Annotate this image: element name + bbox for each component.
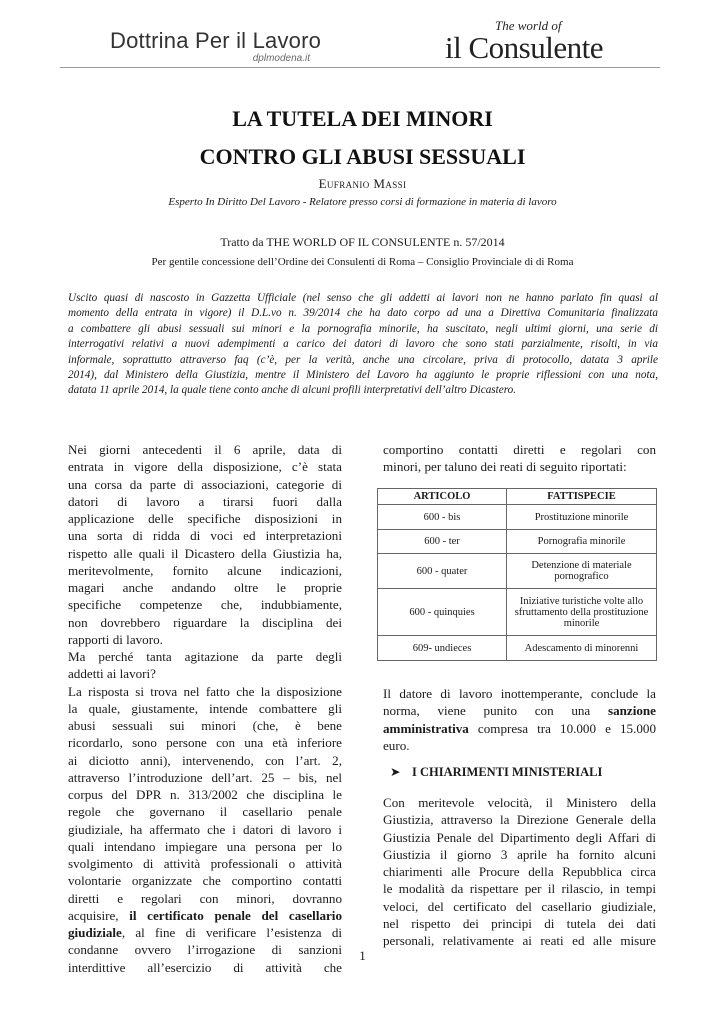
arrow-bullet-icon: ➤ <box>390 765 401 779</box>
fattispecie-cell: Iniziative turistiche volte allo sfruttamento della prostituzione minorile <box>507 589 657 636</box>
body-line: specifiche competenze che, indubbiamente, <box>68 597 342 613</box>
table-header-row <box>378 489 657 505</box>
body-line: rapporti di lavoro. <box>68 631 163 647</box>
abstract-line: 2014), dal Ministero della Giustizia, mentre il Ministero del Lavoro ha aggiunto le proprie riflessioni con una nota, <box>68 369 658 382</box>
body-line: condanne ovvero l’irrogazione di sanzioni <box>68 942 342 958</box>
body-line: minori, per taluno dei reati di seguito riportati: <box>383 459 627 475</box>
logo-right-small: The world of <box>495 18 562 33</box>
abstract-line: a combattere gli abusi sessuali sui minori e la pornografia minorile, ha suscitato, negli ultimi giorni, una serie di <box>68 322 658 335</box>
abstract-line: datata 11 aprile 2014, la quale tiene conto anche di alcuni profili interpretativi dell’altro Dicastero. <box>68 384 517 397</box>
page-header <box>60 18 665 70</box>
body-line: meritevolmente, fornito alcune indicazioni, <box>68 562 342 578</box>
fattispecie-cell: Detenzione di materiale pornografico <box>507 554 657 589</box>
body-line: applicazione delle specifiche disposizioni in <box>68 511 342 526</box>
body-line: datori di lavoro a tirarsi fuori dalla <box>68 493 342 509</box>
body-line: regole che governano il casellario penale <box>68 804 342 820</box>
logo-left-url: dplmodena.it <box>252 53 310 64</box>
body-line: ricordarlo, sono persone con una età inferiore <box>68 735 342 751</box>
title-line-1: LA TUTELA DEI MINORI <box>232 106 493 131</box>
body-line: volontarie organizzate che comportino contatti <box>68 873 342 889</box>
body-line: attraverso l’introduzione dell’art. 25 – bis, nel <box>68 769 342 785</box>
title-line-2: CONTRO GLI ABUSI SESSUALI <box>199 144 526 169</box>
table-row <box>378 589 657 636</box>
section-heading <box>390 764 660 780</box>
dottrina-per-il-lavoro-logo <box>110 28 322 68</box>
body-line: Il datore di lavoro inottemperante, conclude la <box>383 686 656 701</box>
body-line: veloci, del certificato del casellario giudiziale, <box>383 898 656 914</box>
body-line: corpus del DPR n. 313/2002 che disciplina le <box>68 787 342 802</box>
page-number: 1 <box>359 948 366 963</box>
table-row <box>378 505 657 530</box>
table-row <box>378 554 657 589</box>
body-line: la quale, giustamente, intende combattere gli <box>68 700 342 716</box>
body-line: le modalità da rispettare per il rilascio, in tempi <box>383 881 656 897</box>
body-line: La risposta si trova nel fatto che la disposizione <box>68 683 342 699</box>
body-line: diretti e regolari con minori, dovranno <box>68 890 342 906</box>
logo-right-big: il Consulente <box>445 30 603 65</box>
body-line: magari anche andando oltre le proprie <box>68 580 342 595</box>
body-line: Nei giorni antecedenti il 6 aprile, data di <box>68 442 342 457</box>
offences-table <box>377 488 657 661</box>
abstract-line: informale, soprattutto attraverso faq (c’è, per la verità, anche una circolare, priva di protocollo, datata 3 aprile <box>68 353 658 366</box>
body-text: norma, viene punito con una <box>383 703 608 719</box>
fattispecie-cell: Pornografia minorile <box>507 530 657 554</box>
body-line: Giustizia, attraverso la Direzione Generale della <box>383 812 656 828</box>
table-row <box>378 636 657 661</box>
body-line: addetti ai lavori? <box>68 666 156 682</box>
abstract <box>68 291 658 399</box>
source-line: Tratto da THE WORLD OF IL CONSULENTE n. 57/2014 <box>220 235 505 249</box>
articolo-cell: 600 - quinquies <box>378 589 507 636</box>
header-rule <box>60 67 660 68</box>
body-line: Giustizia il giorno 3 aprile ha fornito alcuni <box>383 846 656 862</box>
articolo-cell: 600 - ter <box>378 530 507 554</box>
right-column-intro <box>383 441 656 476</box>
body-text: acquisire, <box>68 907 130 923</box>
left-column <box>68 441 342 976</box>
articolo-cell: 609- undieces <box>378 636 507 661</box>
sanction-emphasis: amministrativa <box>383 720 469 736</box>
body-line: personali, relativamente ai reati ed alle misure <box>383 933 656 948</box>
sanction-emphasis: sanzione <box>607 703 656 719</box>
body-line: Ma perché tanta agitazione da parte degli <box>68 649 342 664</box>
table-row <box>378 530 657 554</box>
body-line-mixed <box>68 907 342 924</box>
body-line: comportino contatti diretti e regolari con <box>383 442 656 457</box>
author-name: Eufranio Massi <box>318 176 407 191</box>
abstract-line: Uscito quasi di nascosto in Gazzetta Ufficiale (nel senso che gli addetti ai lavori non ne hanno parlato fin quasi al <box>68 292 658 304</box>
body-line: giudiziale, ha affermato che i datori di lavoro i <box>68 821 342 837</box>
body-line: rispetto alle quali il Dicastero della Giustizia ha, <box>68 545 342 561</box>
body-line-mixed <box>383 702 656 719</box>
body-text: , al fine di verificare l’esistenza di <box>121 925 342 940</box>
body-line-mixed <box>68 924 342 941</box>
sanction-paragraph <box>383 685 656 754</box>
body-line: quali intendano impiegare una persona per lo <box>68 838 342 854</box>
body-line: euro. <box>383 737 410 753</box>
column-header-fattispecie: FATTISPECIE <box>507 489 657 505</box>
body-line-mixed <box>383 720 656 737</box>
body-text: compresa tra 10.000 e 15.000 <box>468 720 656 736</box>
body-line: Giustizia Penale del Dipartimento degli Affari di <box>383 829 656 845</box>
body-line: chiarimenti alle Procure della Repubblica circa <box>383 864 656 879</box>
fattispecie-cell: Adescamento di minorenni <box>507 636 657 661</box>
body-line: interdittive all’esercizio di attività che <box>68 959 342 975</box>
articolo-cell: 600 - quater <box>378 554 507 589</box>
articolo-cell: 600 - bis <box>378 505 507 530</box>
body-line: ai diciotto anni), intervenendo, con l’art. 2, <box>68 752 342 768</box>
body-line: Con meritevole velocità, il Ministero della <box>383 795 656 810</box>
body-line: entrata in vigore della disposizione, c’è stata <box>68 459 342 475</box>
certificate-emphasis: il certificato penale del casellario <box>129 907 342 923</box>
ministerial-clarifications <box>383 794 656 949</box>
body-line: non dovrebbero riguardare la disciplina dei <box>68 614 342 630</box>
logo-left-name: Dottrina Per il Lavoro <box>110 28 322 53</box>
abstract-line: interrogativi relativi a nuovi adempimenti a carico dei datori di lavoro che sono stati parzialmente, risolti, in via <box>68 338 658 351</box>
fattispecie-cell: Prostituzione minorile <box>507 505 657 530</box>
abstract-line: momento della entrata in vigore) il D.L.vo n. 39/2014 che ha dato corpo ad una a Direttiva Comunitaria finalizzata <box>68 307 658 320</box>
il-consulente-logo <box>445 18 645 68</box>
body-line: una sorta di ridda di voci ed interpretazioni <box>68 528 342 544</box>
body-line: nel rispetto dei principi di tutela dei dati <box>383 915 656 931</box>
certificate-emphasis: giudiziale <box>68 925 122 940</box>
column-header-articolo: ARTICOLO <box>378 489 507 505</box>
section-heading-text: I CHIARIMENTI MINISTERIALI <box>412 765 603 779</box>
body-line: abusi sessuali sui minori (che, è bene <box>68 718 342 733</box>
author-role: Esperto In Diritto Del Lavoro - Relatore presso corsi di formazione in materia di lavoro <box>168 196 557 208</box>
body-line: una corsa da parte di associazioni, categorie di <box>68 476 342 492</box>
source-concession: Per gentile concessione dell’Ordine dei Consulenti di Roma – Consiglio Provinciale di di Roma <box>151 256 574 268</box>
body-line: svolgimento di attività professionali o attività <box>68 856 342 871</box>
